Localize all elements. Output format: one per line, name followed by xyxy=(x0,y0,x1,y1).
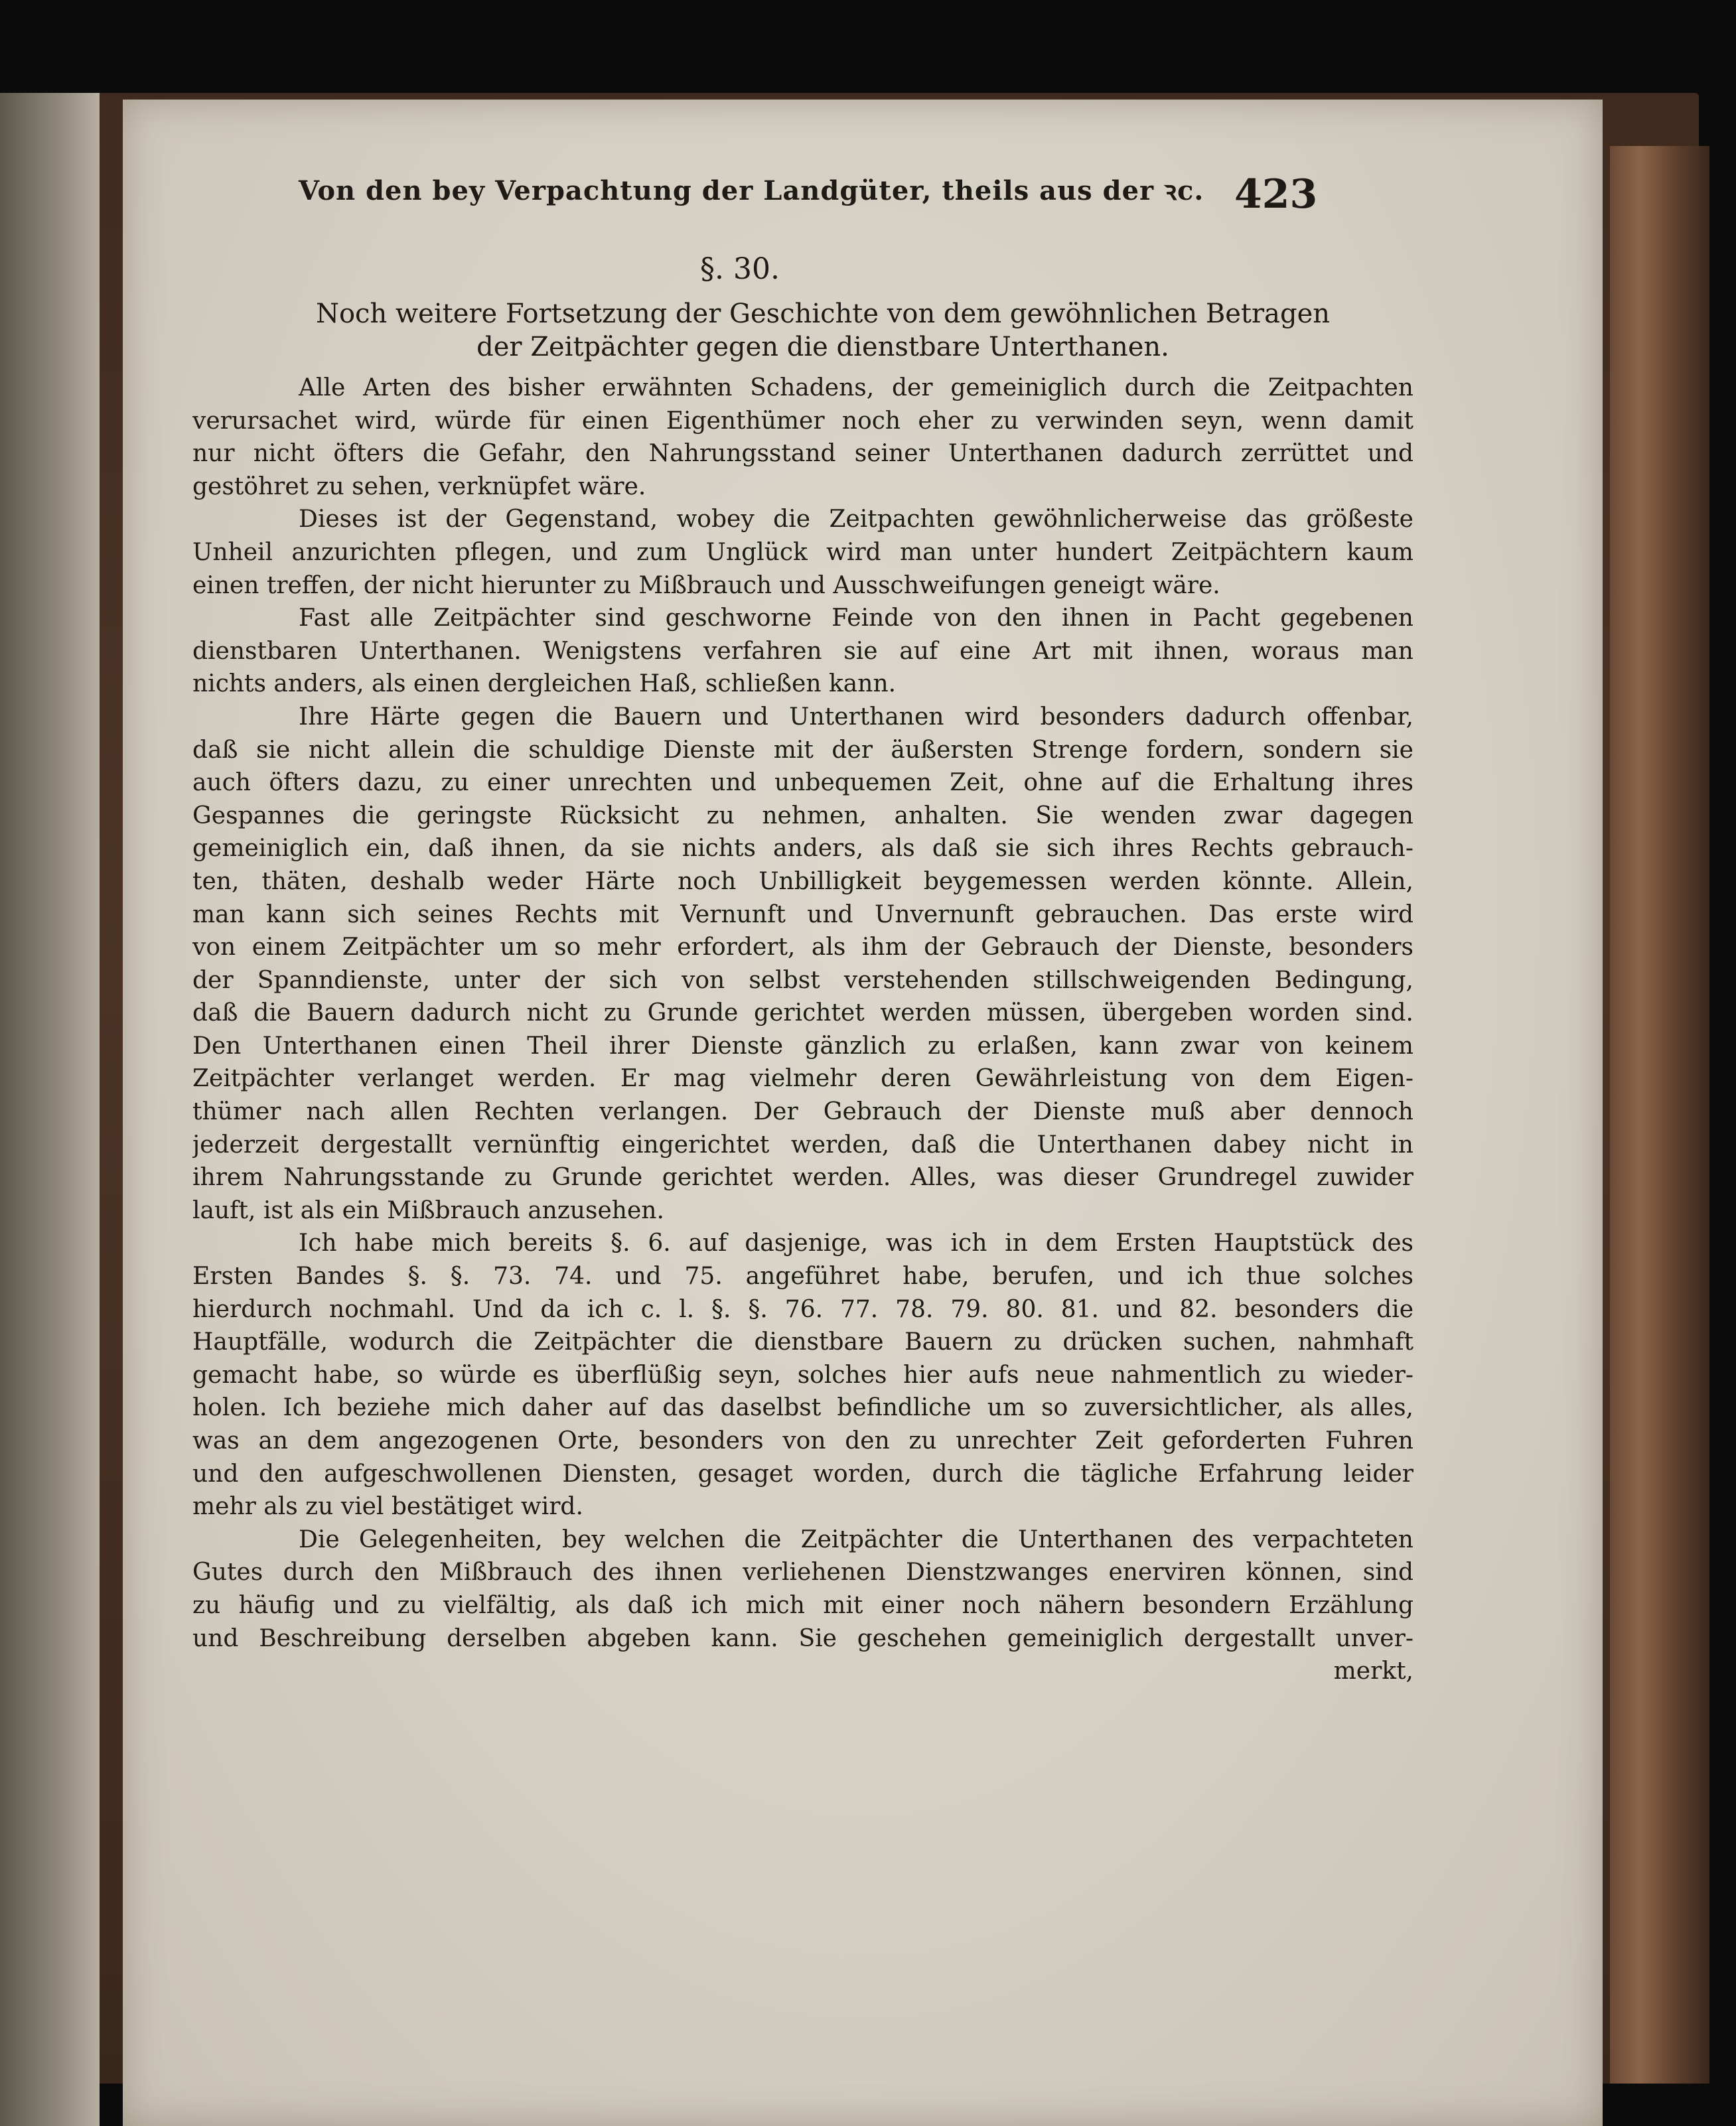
facing-page-edge xyxy=(0,93,100,2126)
text-line: der Spanndienste, unter der sich von selbst verstehenden stillschweigenden Bedingung, xyxy=(192,966,1413,994)
section-subtitle: Noch weitere Fortsetzung der Geschichte von dem gewöhnlichen Betragen der Zeitpächter gegen die dienstbare Unterthanen. xyxy=(315,299,1331,362)
text-line: Ihre Härte gegen die Bauern und Unterthanen wird besonders dadurch offenbar, xyxy=(299,703,1413,731)
text-line: jederzeit dergestallt vernünftig eingerichtet werden, daß die Unterthanen dabey nicht in xyxy=(192,1131,1413,1159)
text-line: Unheil anzurichten pflegen, und zum Unglück wird man unter hundert Zeitpächtern kaum xyxy=(192,538,1413,566)
page-number: 423 xyxy=(1234,171,1318,218)
body-text xyxy=(192,372,1413,1688)
running-head: Von den bey Verpachtung der Landgüter, theils aus der ꝛc. xyxy=(299,175,1204,206)
text-line: Hauptfälle, wodurch die Zeitpächter die dienstbare Bauern zu drücken suchen, nahmhaft xyxy=(192,1328,1413,1356)
book-spine xyxy=(1610,146,1709,2084)
section-heading: §. 30. xyxy=(700,252,780,286)
text-line: mehr als zu viel bestätiget wird. xyxy=(192,1493,583,1521)
text-line: Zeitpächter verlanget werden. Er mag vielmehr deren Gewährleistung von dem Eigen- xyxy=(192,1065,1413,1093)
text-line: nur nicht öfters die Gefahr, den Nahrungsstand seiner Unterthanen dadurch zerrüttet und xyxy=(192,440,1413,468)
text-line: dienstbaren Unterthanen. Wenigstens verfahren sie auf eine Art mit ihnen, woraus man xyxy=(192,637,1413,665)
catchword: merkt, xyxy=(1333,1658,1413,1685)
text-line: Den Unterthanen einen Theil ihrer Dienste gänzlich zu erlaßen, kann zwar von keinem xyxy=(192,1032,1413,1060)
text-line: Die Gelegenheiten, bey welchen die Zeitpächter die Unterthanen des verpachteten xyxy=(299,1525,1413,1553)
text-line: hierdurch nochmahl. Und da ich c. l. §. §. 76. 77. 78. 79. 80. 81. und 82. besonders die xyxy=(192,1295,1413,1323)
text-line: man kann sich seines Rechts mit Vernunft und Unvernunft gebrauchen. Das erste wird xyxy=(192,900,1413,928)
text-line: auch öfters dazu, zu einer unrechten und unbequemen Zeit, ohne auf die Erhaltung ihres xyxy=(192,769,1413,797)
text-line: daß die Bauern dadurch nicht zu Grunde gerichtet werden müssen, übergeben worden sind. xyxy=(192,999,1413,1027)
text-line: Alle Arten des bisher erwähnten Schadens, der gemeiniglich durch die Zeitpachten xyxy=(299,374,1413,401)
text-line: holen. Ich beziehe mich daher auf das daselbst befindliche um so zuversichtlicher, als alles, xyxy=(192,1394,1413,1422)
text-line: was an dem angezogenen Orte, besonders von den zu unrechter Zeit geforderten Fuhren xyxy=(192,1427,1413,1454)
text-line: und den aufgeschwollenen Diensten, gesaget worden, durch die tägliche Erfahrung leider xyxy=(192,1460,1413,1488)
text-line: Ersten Bandes §. §. 73. 74. und 75. angeführet habe, berufen, und ich thue solches xyxy=(192,1263,1413,1291)
text-line: Gutes durch den Mißbrauch des ihnen verliehenen Dienstzwanges enerviren können, sind xyxy=(192,1559,1413,1587)
text-line: thümer nach allen Rechten verlangen. Der Gebrauch der Dienste muß aber dennoch xyxy=(192,1098,1413,1126)
text-line: gemeiniglich ein, daß ihnen, da sie nichts anders, als daß sie sich ihres Rechts gebrauch- xyxy=(192,835,1413,863)
text-line: ten, thäten, deshalb weder Härte noch Unbilligkeit beygemessen werden könnte. Allein, xyxy=(192,867,1413,895)
text-line: gestöhret zu sehen, verknüpfet wäre. xyxy=(192,472,646,500)
text-line: Dieses ist der Gegenstand, wobey die Zeitpachten gewöhnlicherweise das größeste xyxy=(299,506,1413,533)
text-line: gemacht habe, so würde es überflüßig seyn, solches hier aufs neue nahmentlich zu wieder- xyxy=(192,1361,1413,1389)
text-line: Gespannes die geringste Rücksicht zu nehmen, anhalten. Sie wenden zwar dagegen xyxy=(192,802,1413,829)
text-line: daß sie nicht allein die schuldige Dienste mit der äußersten Strenge fordern, sondern sie xyxy=(192,736,1413,764)
text-line: einen treffen, der nicht hierunter zu Mißbrauch und Ausschweifungen geneigt wäre. xyxy=(192,571,1220,599)
text-line: von einem Zeitpächter um so mehr erfordert, als ihm der Gebrauch der Dienste, besonders xyxy=(192,934,1413,961)
text-line: Fast alle Zeitpächter sind geschworne Feinde von den ihnen in Pacht gegebenen xyxy=(299,604,1413,632)
text-line: Ich habe mich bereits §. 6. auf dasjenige, was ich in dem Ersten Hauptstück des xyxy=(299,1230,1413,1257)
text-line: nichts anders, als einen dergleichen Haß, schließen kann. xyxy=(192,670,897,698)
text-line: und Beschreibung derselben abgeben kann. Sie geschehen gemeiniglich dergestallt unver- xyxy=(192,1624,1413,1652)
text-line: verursachet wird, würde für einen Eigenthümer noch eher zu verwinden seyn, wenn damit xyxy=(192,407,1413,435)
text-line: lauft, ist als ein Mißbrauch anzusehen. xyxy=(192,1196,664,1224)
text-line: ihrem Nahrungsstande zu Grunde gerichtet werden. Alles, was dieser Grundregel zuwider xyxy=(192,1164,1413,1192)
text-line: zu häufig und zu vielfältig, als daß ich mich mit einer noch nähern besondern Erzählung xyxy=(192,1591,1413,1619)
